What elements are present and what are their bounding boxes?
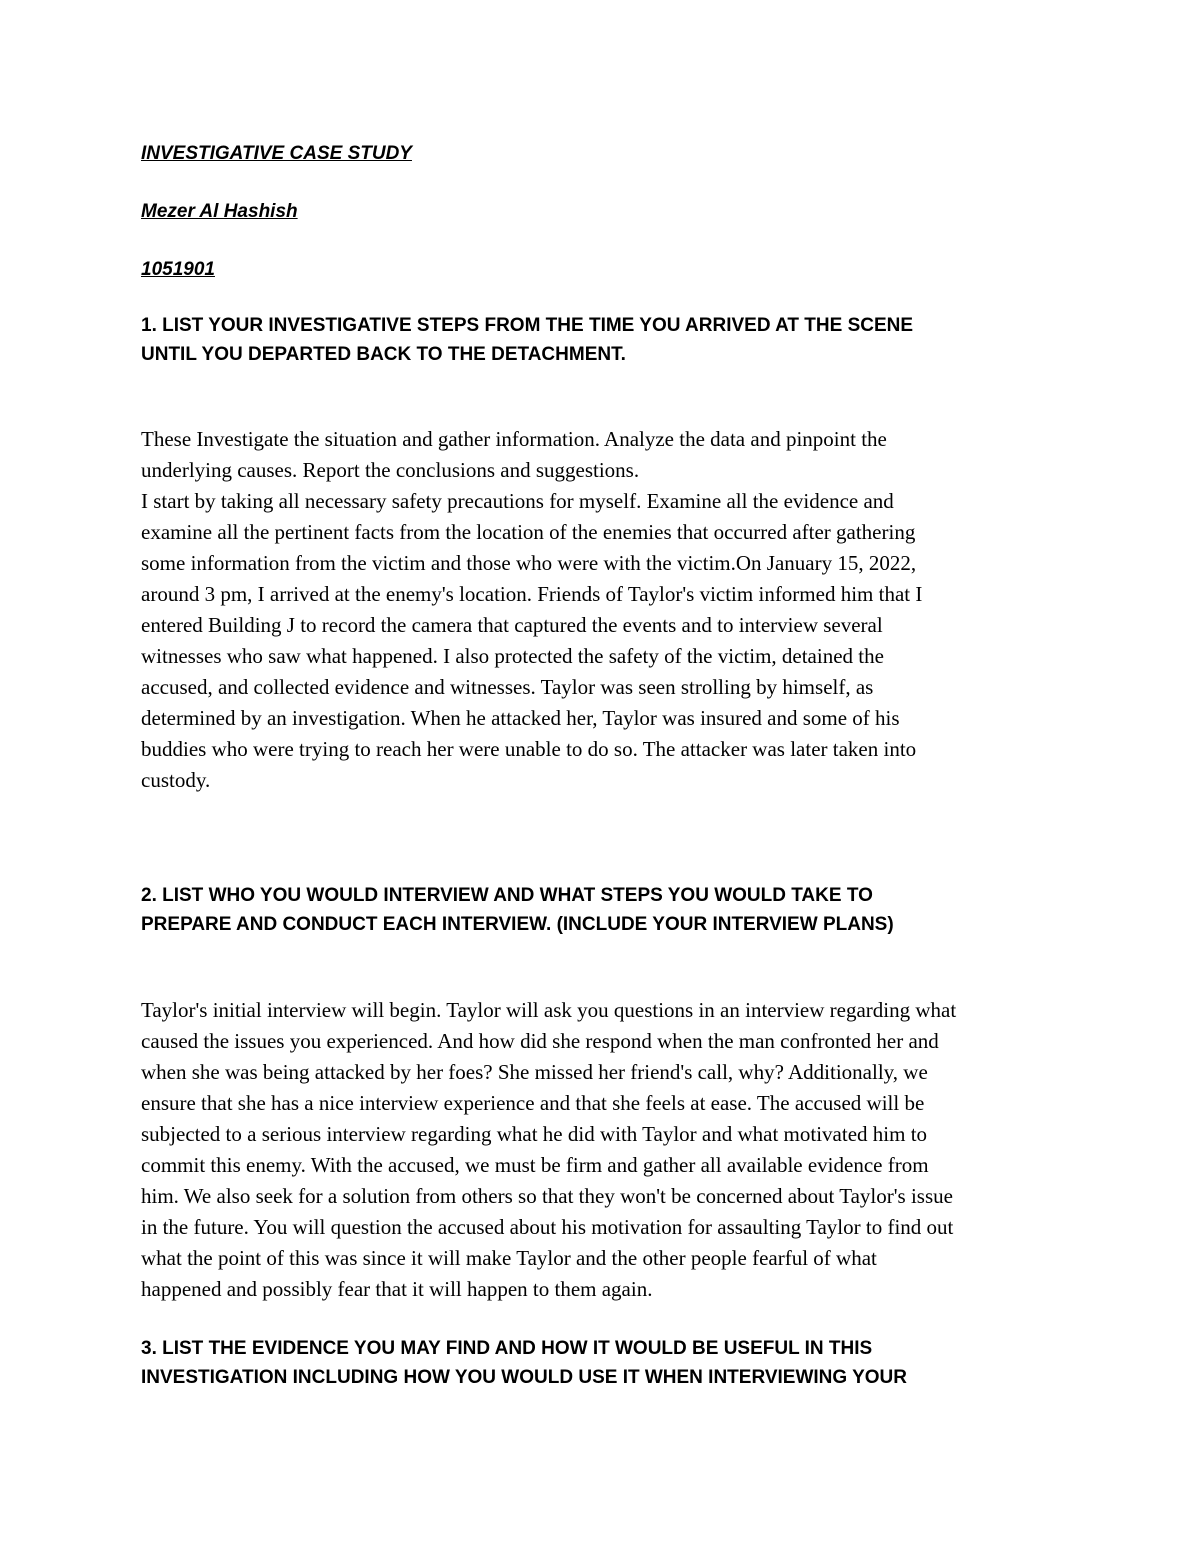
section-2-body: Taylor's initial interview will begin. Taylor will ask you questions in an interview regarding what caused the issues you experienced. And how did she respond when the man confronted her and when she was being attacked by her foes? She missed her friend's call, why? Additionally, we ensure that she has a nice interview experience and that she feels at ease. The accused will be subjected to a serious interview regarding what he did with Taylor and what motivated him to commit this enemy. With the accused, we must be firm and gather all available evidence from him. We also seek for a solution from others so that they won't be concerned about Taylor's issue in the future. You will question the accused about his motivation for assaulting Taylor to find out what the point of this was since it will make Taylor and the other people fearful of what happened and possibly fear that it will happen to them again. bbox=[141, 998, 957, 1301]
author-name: Mezer Al Hashish bbox=[141, 201, 298, 222]
section-1-heading: 1. LIST YOUR INVESTIGATIVE STEPS FROM THE TIME YOU ARRIVED AT THE SCENE UNTIL YOU DEPARTED BACK TO THE DETACHMENT. bbox=[141, 315, 914, 365]
document-title: INVESTIGATIVE CASE STUDY bbox=[141, 143, 412, 164]
section-1-body: These Investigate the situation and gather information. Analyze the data and pinpoint the underlying causes. Report the conclusions and suggestions. I start by taking all necessary safety precautions for myself. Examine all the evidence and examine all the pertinent facts from the location of the enemies that occurred after gathering some information from the victim and those who were with the victim.On January 15, 2022, around 3 pm, I arrived at the enemy's location. Friends of Taylor's victim informed him that I entered Building J to record the camera that captured the events and to interview several witnesses who saw what happened. I also protected the safety of the victim, detained the accused, and collected evidence and witnesses. Taylor was seen strolling by himself, as determined by an investigation. When he attacked her, Taylor was insured and some of his buddies who were trying to reach her were unable to do so. The attacker was later taken into custody. bbox=[141, 427, 923, 792]
student-id: 1051901 bbox=[141, 259, 215, 280]
section-2-heading: 2. LIST WHO YOU WOULD INTERVIEW AND WHAT STEPS YOU WOULD TAKE TO PREPARE AND CONDUCT EACH INTERVIEW. (INCLUDE YOUR INTERVIEW PLANS) bbox=[141, 885, 894, 935]
section-3-heading: 3. LIST THE EVIDENCE YOU MAY FIND AND HOW IT WOULD BE USEFUL IN THIS INVESTIGATION INCLUDING HOW YOU WOULD USE IT WHEN INTERVIEWING YOUR bbox=[141, 1338, 908, 1388]
